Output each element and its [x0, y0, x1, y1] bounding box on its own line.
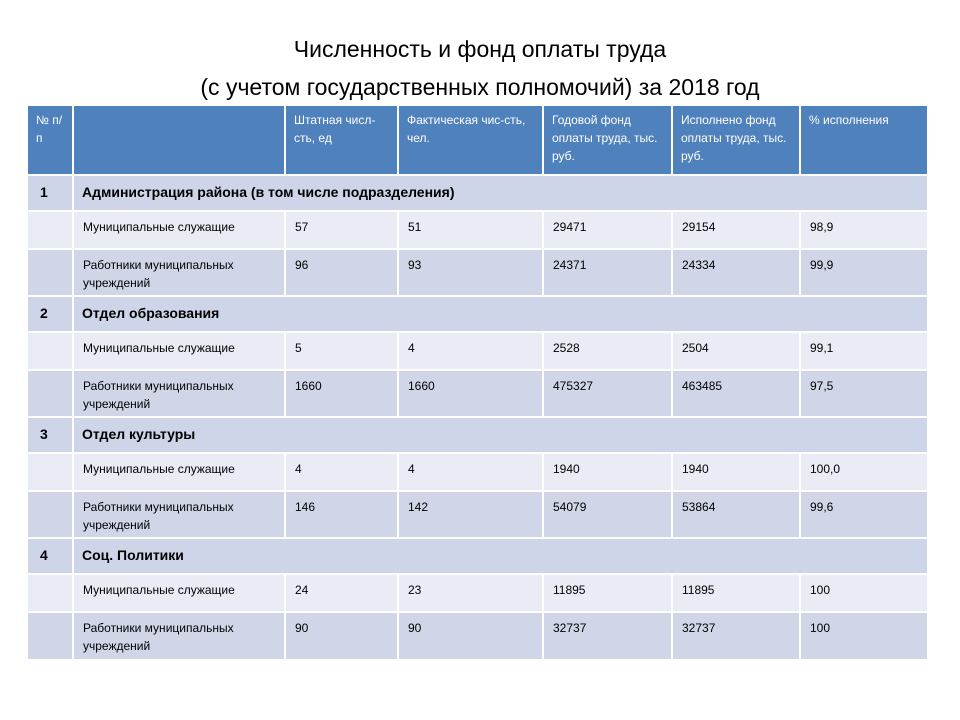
row-label: Работники муниципальных учреждений [73, 370, 285, 417]
header-num: № п/п [27, 105, 73, 175]
row-label: Муниципальные служащие [73, 574, 285, 612]
executed-value: 2504 [672, 332, 800, 370]
row-label: Муниципальные служащие [73, 332, 285, 370]
executed-value: 32737 [672, 612, 800, 660]
fund-value: 32737 [543, 612, 672, 660]
fund-value: 2528 [543, 332, 672, 370]
row-label: Муниципальные служащие [73, 211, 285, 249]
staff-value: 90 [285, 612, 398, 660]
row-num-cell [27, 491, 73, 538]
table-row [27, 574, 928, 612]
row-num-cell [27, 612, 73, 660]
section-number: 1 [27, 175, 73, 211]
fund-value: 475327 [543, 370, 672, 417]
section-number: 4 [27, 538, 73, 574]
actual-value: 4 [398, 453, 543, 491]
row-label: Работники муниципальных учреждений [73, 249, 285, 296]
table-row [27, 249, 928, 296]
percent-value: 100 [800, 574, 928, 612]
executed-value: 1940 [672, 453, 800, 491]
page-title-line-2: (с учетом государственных полномочий) за 2018 год [200, 74, 760, 100]
row-num-cell [27, 211, 73, 249]
header-name [73, 105, 285, 175]
fund-value: 1940 [543, 453, 672, 491]
section-row [27, 538, 928, 574]
section-number: 2 [27, 296, 73, 332]
staff-value: 4 [285, 453, 398, 491]
actual-value: 23 [398, 574, 543, 612]
table-row [27, 612, 928, 660]
percent-value: 99,1 [800, 332, 928, 370]
staff-value: 146 [285, 491, 398, 538]
table-row [27, 453, 928, 491]
row-num-cell [27, 249, 73, 296]
executed-value: 11895 [672, 574, 800, 612]
row-num-cell [27, 453, 73, 491]
row-num-cell [27, 574, 73, 612]
page-title-line-1: Численность и фонд оплаты труда [293, 36, 667, 62]
actual-value: 90 [398, 612, 543, 660]
header-fund: Годовой фонд оплаты труда, тыс. руб. [543, 105, 672, 175]
section-title: Соц. Политики [73, 538, 928, 574]
staff-value: 1660 [285, 370, 398, 417]
fund-value: 54079 [543, 491, 672, 538]
actual-value: 4 [398, 332, 543, 370]
staff-value: 24 [285, 574, 398, 612]
actual-value: 51 [398, 211, 543, 249]
table-row [27, 332, 928, 370]
fund-value: 11895 [543, 574, 672, 612]
row-label: Работники муниципальных учреждений [73, 491, 285, 538]
header-percent: % исполнения [800, 105, 928, 175]
table-row [27, 370, 928, 417]
percent-value: 100 [800, 612, 928, 660]
executed-value: 29154 [672, 211, 800, 249]
section-title: Администрация района (в том числе подразделения) [73, 175, 928, 211]
section-row [27, 417, 928, 453]
percent-value: 99,6 [800, 491, 928, 538]
header-actual: Фактическая чис-сть, чел. [398, 105, 543, 175]
percent-value: 97,5 [800, 370, 928, 417]
executed-value: 53864 [672, 491, 800, 538]
table-row [27, 211, 928, 249]
staff-value: 57 [285, 211, 398, 249]
fund-value: 24371 [543, 249, 672, 296]
section-title: Отдел образования [73, 296, 928, 332]
fund-value: 29471 [543, 211, 672, 249]
actual-value: 142 [398, 491, 543, 538]
section-number: 3 [27, 417, 73, 453]
actual-value: 93 [398, 249, 543, 296]
header-executed: Исполнено фонд оплаты труда, тыс. руб. [672, 105, 800, 175]
row-num-cell [27, 332, 73, 370]
section-row [27, 296, 928, 332]
header-staff: Штатная числ-сть, ед [285, 105, 398, 175]
staff-value: 96 [285, 249, 398, 296]
table-row [27, 491, 928, 538]
row-num-cell [27, 370, 73, 417]
row-label: Муниципальные служащие [73, 453, 285, 491]
percent-value: 99,9 [800, 249, 928, 296]
actual-value: 1660 [398, 370, 543, 417]
row-label: Работники муниципальных учреждений [73, 612, 285, 660]
section-title: Отдел культуры [73, 417, 928, 453]
percent-value: 98,9 [800, 211, 928, 249]
percent-value: 100,0 [800, 453, 928, 491]
payroll-table [26, 104, 929, 661]
section-row [27, 175, 928, 211]
executed-value: 463485 [672, 370, 800, 417]
staff-value: 5 [285, 332, 398, 370]
table-header-row [27, 105, 928, 175]
executed-value: 24334 [672, 249, 800, 296]
